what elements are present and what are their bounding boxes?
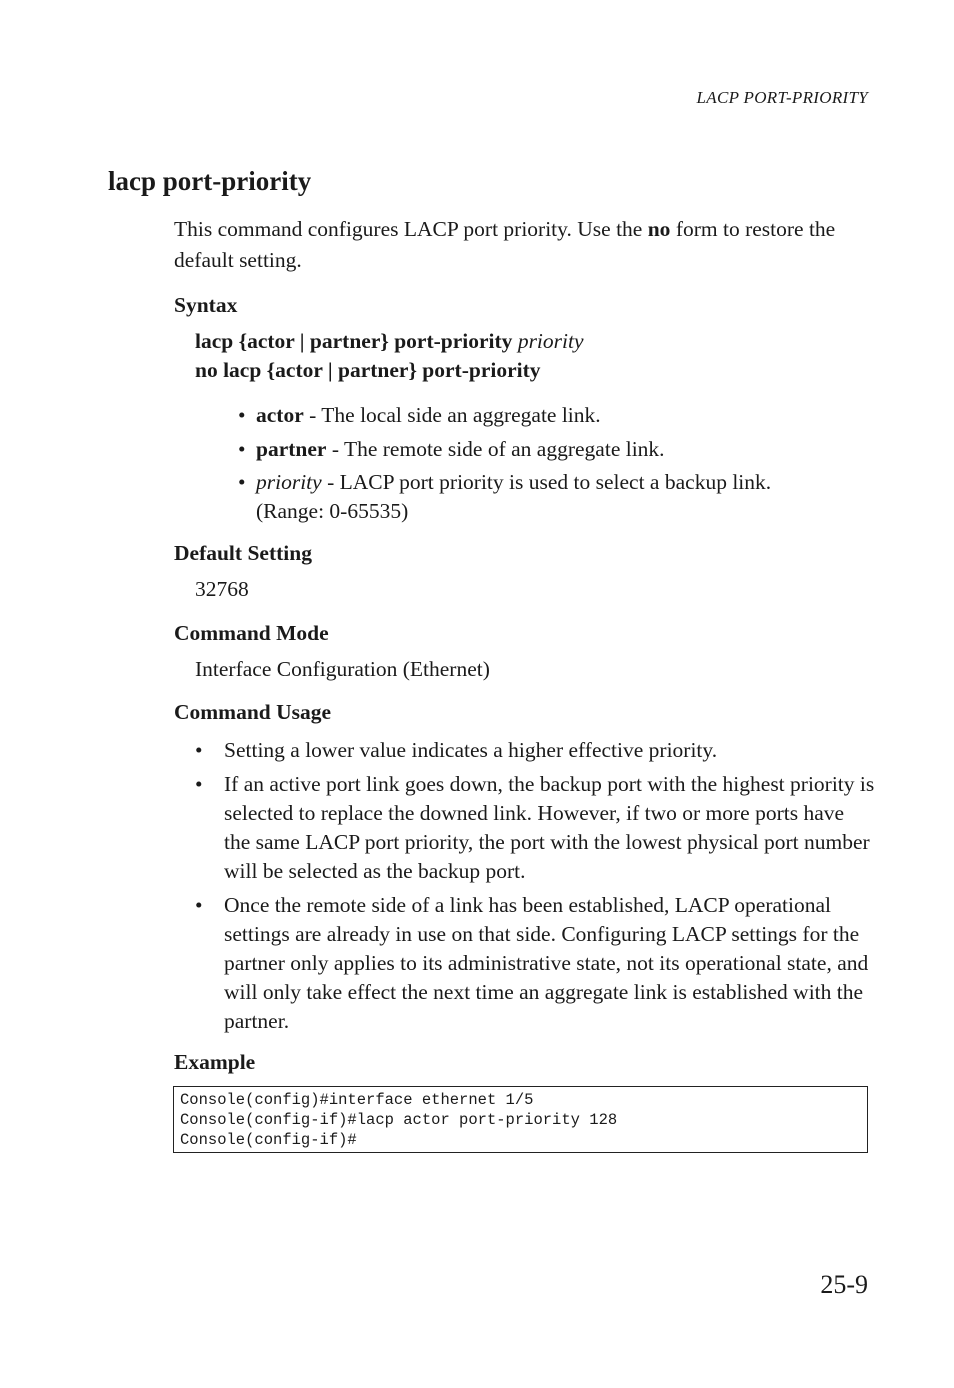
param-name: priority xyxy=(256,470,322,494)
syntax-argument: priority xyxy=(517,329,584,353)
intro-keyword-no: no xyxy=(647,217,671,241)
bullet-icon: • xyxy=(238,437,246,461)
usage-item-1 xyxy=(195,736,875,765)
bullet-icon: • xyxy=(238,470,246,494)
default-setting-value: 32768 xyxy=(195,577,249,601)
intro-paragraph xyxy=(174,214,874,276)
param-desc: - The local side an aggregate link. xyxy=(303,403,601,427)
syntax-line-2: no lacp {actor | partner} port-priority xyxy=(195,358,541,382)
section-title: lacp port-priority xyxy=(108,166,312,196)
param-actor xyxy=(238,401,858,430)
default-setting-heading: Default Setting xyxy=(174,541,312,565)
param-desc: - The remote side of an aggregate link. xyxy=(326,437,665,461)
usage-item-2 xyxy=(195,770,875,886)
param-name: actor xyxy=(256,403,304,427)
command-mode-heading: Command Mode xyxy=(174,621,329,645)
param-partner xyxy=(238,435,858,464)
param-name: partner xyxy=(256,437,327,461)
usage-text: Setting a lower value indicates a higher effective priority. xyxy=(224,738,718,762)
intro-text-2: form to restore the default setting. xyxy=(174,217,836,272)
bullet-icon: • xyxy=(238,403,246,427)
syntax-line-1 xyxy=(195,329,584,354)
command-mode-value: Interface Configuration (Ethernet) xyxy=(195,657,490,681)
syntax-heading: Syntax xyxy=(174,293,238,317)
code-line: Console(config)#interface ethernet 1/5 xyxy=(180,1091,534,1109)
bullet-icon: • xyxy=(195,738,203,762)
command-usage-heading: Command Usage xyxy=(174,700,332,724)
bullet-icon: • xyxy=(195,772,203,796)
usage-item-3 xyxy=(195,891,875,1036)
usage-text: Once the remote side of a link has been established, LACP operational settings are already in use on that side. Configuring LACP settings for the partner only applies to its administrative state, not its operational state, and will only take effect the next time an aggregate link is established with the partner. xyxy=(224,893,869,1033)
intro-text-1: This command configures LACP port priority. Use the xyxy=(174,217,648,241)
example-heading: Example xyxy=(174,1050,256,1074)
code-line: Console(config-if)#lacp actor port-priority 128 xyxy=(180,1111,618,1129)
bullet-icon: • xyxy=(195,893,203,917)
running-header: LACP PORT-PRIORITY xyxy=(696,88,868,107)
page-number: 25-9 xyxy=(820,1270,868,1299)
param-desc: - LACP port priority is used to select a backup link. xyxy=(321,470,772,494)
syntax-command: lacp {actor | partner} port-priority xyxy=(195,329,518,353)
example-code-block xyxy=(173,1086,868,1153)
code-line: Console(config-if)# xyxy=(180,1131,357,1149)
param-range: (Range: 0-65535) xyxy=(256,499,409,523)
param-priority xyxy=(238,468,858,526)
usage-text: If an active port link goes down, the backup port with the highest priority is selected to replace the downed link. However, if two or more ports have the same LACP port priority, the port with the lowest physical port number will be selected as the backup port. xyxy=(224,772,875,883)
